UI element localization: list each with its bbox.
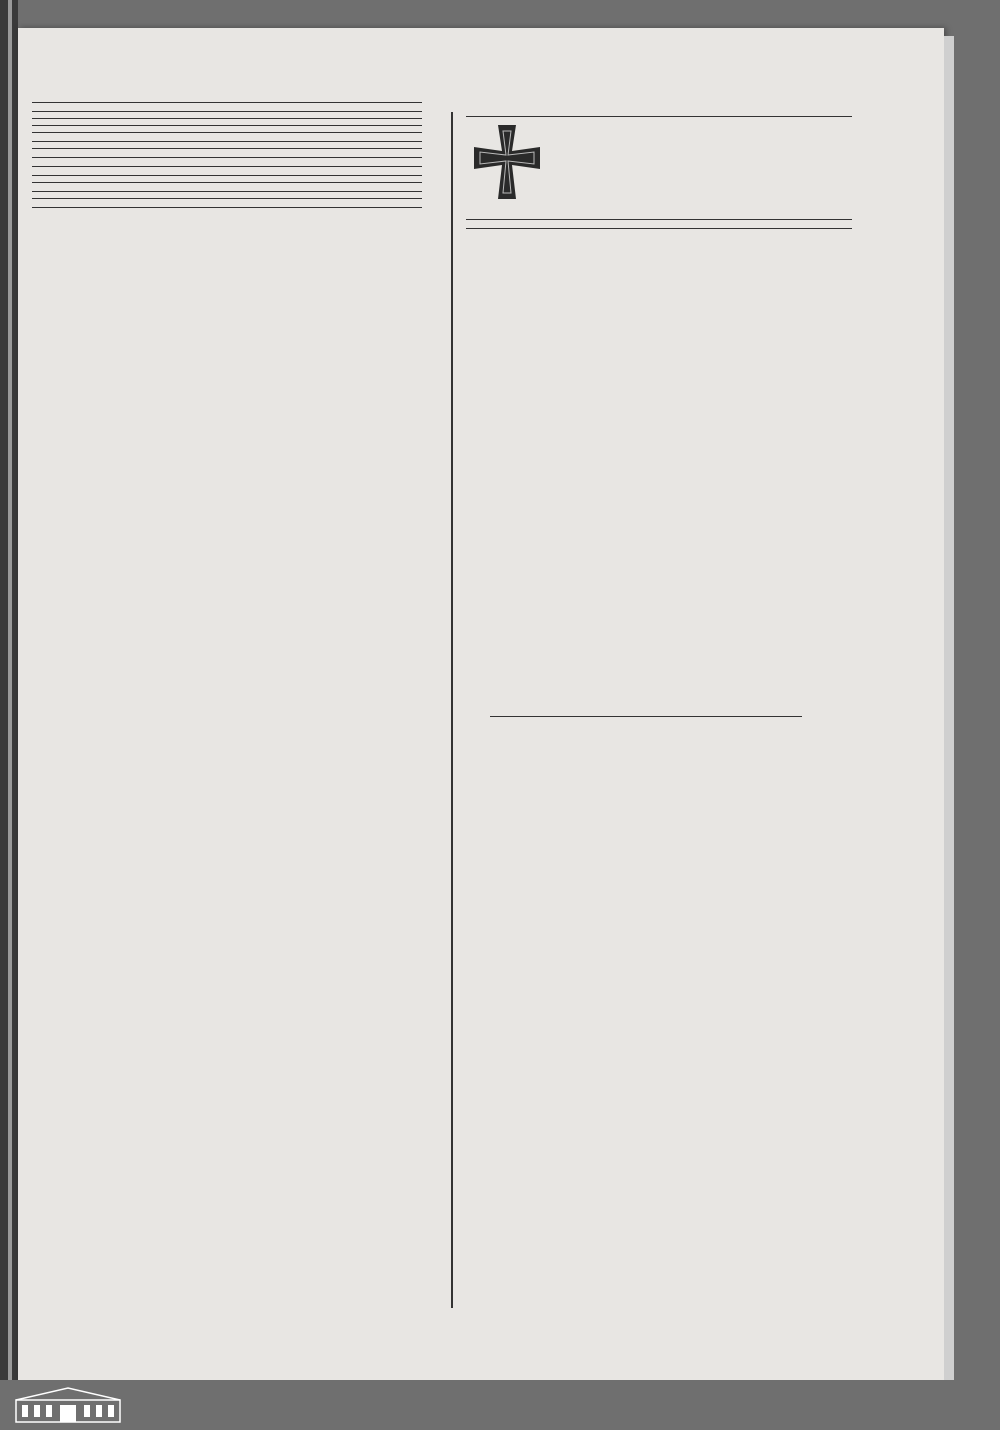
divider <box>32 191 422 192</box>
divider <box>32 118 422 119</box>
divider <box>32 207 422 208</box>
divider <box>32 175 422 176</box>
divider <box>32 141 422 142</box>
dotted-border <box>460 696 830 1316</box>
library-footer <box>0 1380 1000 1430</box>
divider <box>32 148 422 149</box>
divider <box>466 116 852 117</box>
r-ad2-head <box>466 119 852 213</box>
divider <box>32 111 422 112</box>
divider <box>32 132 422 133</box>
right-column <box>466 96 852 231</box>
divider <box>32 125 422 126</box>
divider <box>32 166 422 167</box>
divider <box>466 228 852 229</box>
iron-cross-icon <box>470 121 544 203</box>
divider <box>32 102 422 103</box>
lottery-advertisement <box>460 696 830 1316</box>
divider <box>32 157 422 158</box>
book-spine-edge <box>8 0 12 1380</box>
divider <box>32 182 422 183</box>
page-edge <box>944 36 954 1380</box>
lottery-content <box>482 714 810 717</box>
divider <box>466 219 852 220</box>
divider <box>32 198 422 199</box>
column-divider <box>451 112 453 1308</box>
library-building-logo <box>14 1386 122 1424</box>
left-column <box>32 92 422 210</box>
